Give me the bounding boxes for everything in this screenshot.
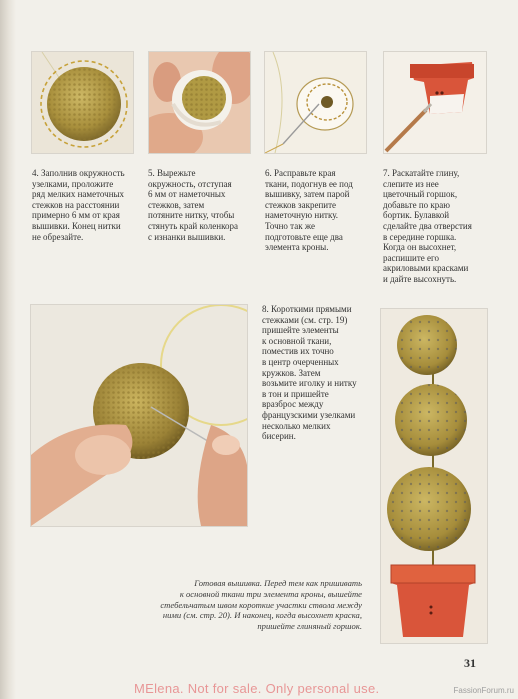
site-watermark: FassionForum.ru (453, 686, 514, 695)
step-8-caption: 8. Короткими прямыми стежками (см. стр. 19) пришейте элементы к основной ткани, поместив их точно в центр очерченных кружков. Затем возьмите иголку и нитку в тон и пришейте вразброс между французскими узелками несколько мелких бисерин. (262, 304, 357, 442)
step-4-illustration (32, 52, 133, 153)
step-6-caption: 6. Расправьте края ткани, подогнув ее под вышивку, затем парой стежков закрепите наметочную нитку. Точно так же подготовьте еще два элемента кроны. (265, 168, 353, 253)
step-5-caption: 5. Вырежьте окружность, отступая 6 мм от наметочных стежков, затем потяните нитку, чтобы стянуть край коленкора с изнанки вышивки. (148, 168, 238, 242)
page-number: 31 (464, 656, 476, 670)
finished-embroidery-photo (380, 308, 488, 644)
step-4-photo (31, 51, 134, 154)
step-7-illustration (384, 52, 486, 153)
watermark-text: MElena. Not for sale. Only personal use. (134, 681, 380, 696)
page-spine-shadow (0, 0, 16, 699)
step-8-photo (30, 304, 248, 527)
step-5-photo (148, 51, 251, 154)
step-8-illustration (31, 305, 247, 526)
step-7-caption: 7. Раскатайте глину, слепите из нее цветочный горшок, добавьте по краю бортик. Булавкой сделайте два отверстия в середине горшка. Когда он высохнет, распишите его акриловыми красками и дайте высохнуть. (383, 168, 472, 284)
topiary-illustration (381, 309, 487, 643)
step-6-illustration (265, 52, 366, 153)
finished-embroidery-caption: Готовая вышивка. Перед тем как пришивать к основной ткани три элемента кроны, вышейте стебельчатым швом короткие участки ствола между ними (см. стр. 20). И наконец, когда высохнет краска, пришейте глиняный горшок. (160, 578, 362, 632)
step-5-illustration (149, 52, 250, 153)
step-4-caption: 4. Заполнив окружность узелками, проложите ряд мелких наметочных стежков на расстоянии примерно 6 мм от края вышивки. Конец нитки не обрезайте. (32, 168, 125, 242)
step-6-photo (264, 51, 367, 154)
step-7-photo (383, 51, 487, 154)
